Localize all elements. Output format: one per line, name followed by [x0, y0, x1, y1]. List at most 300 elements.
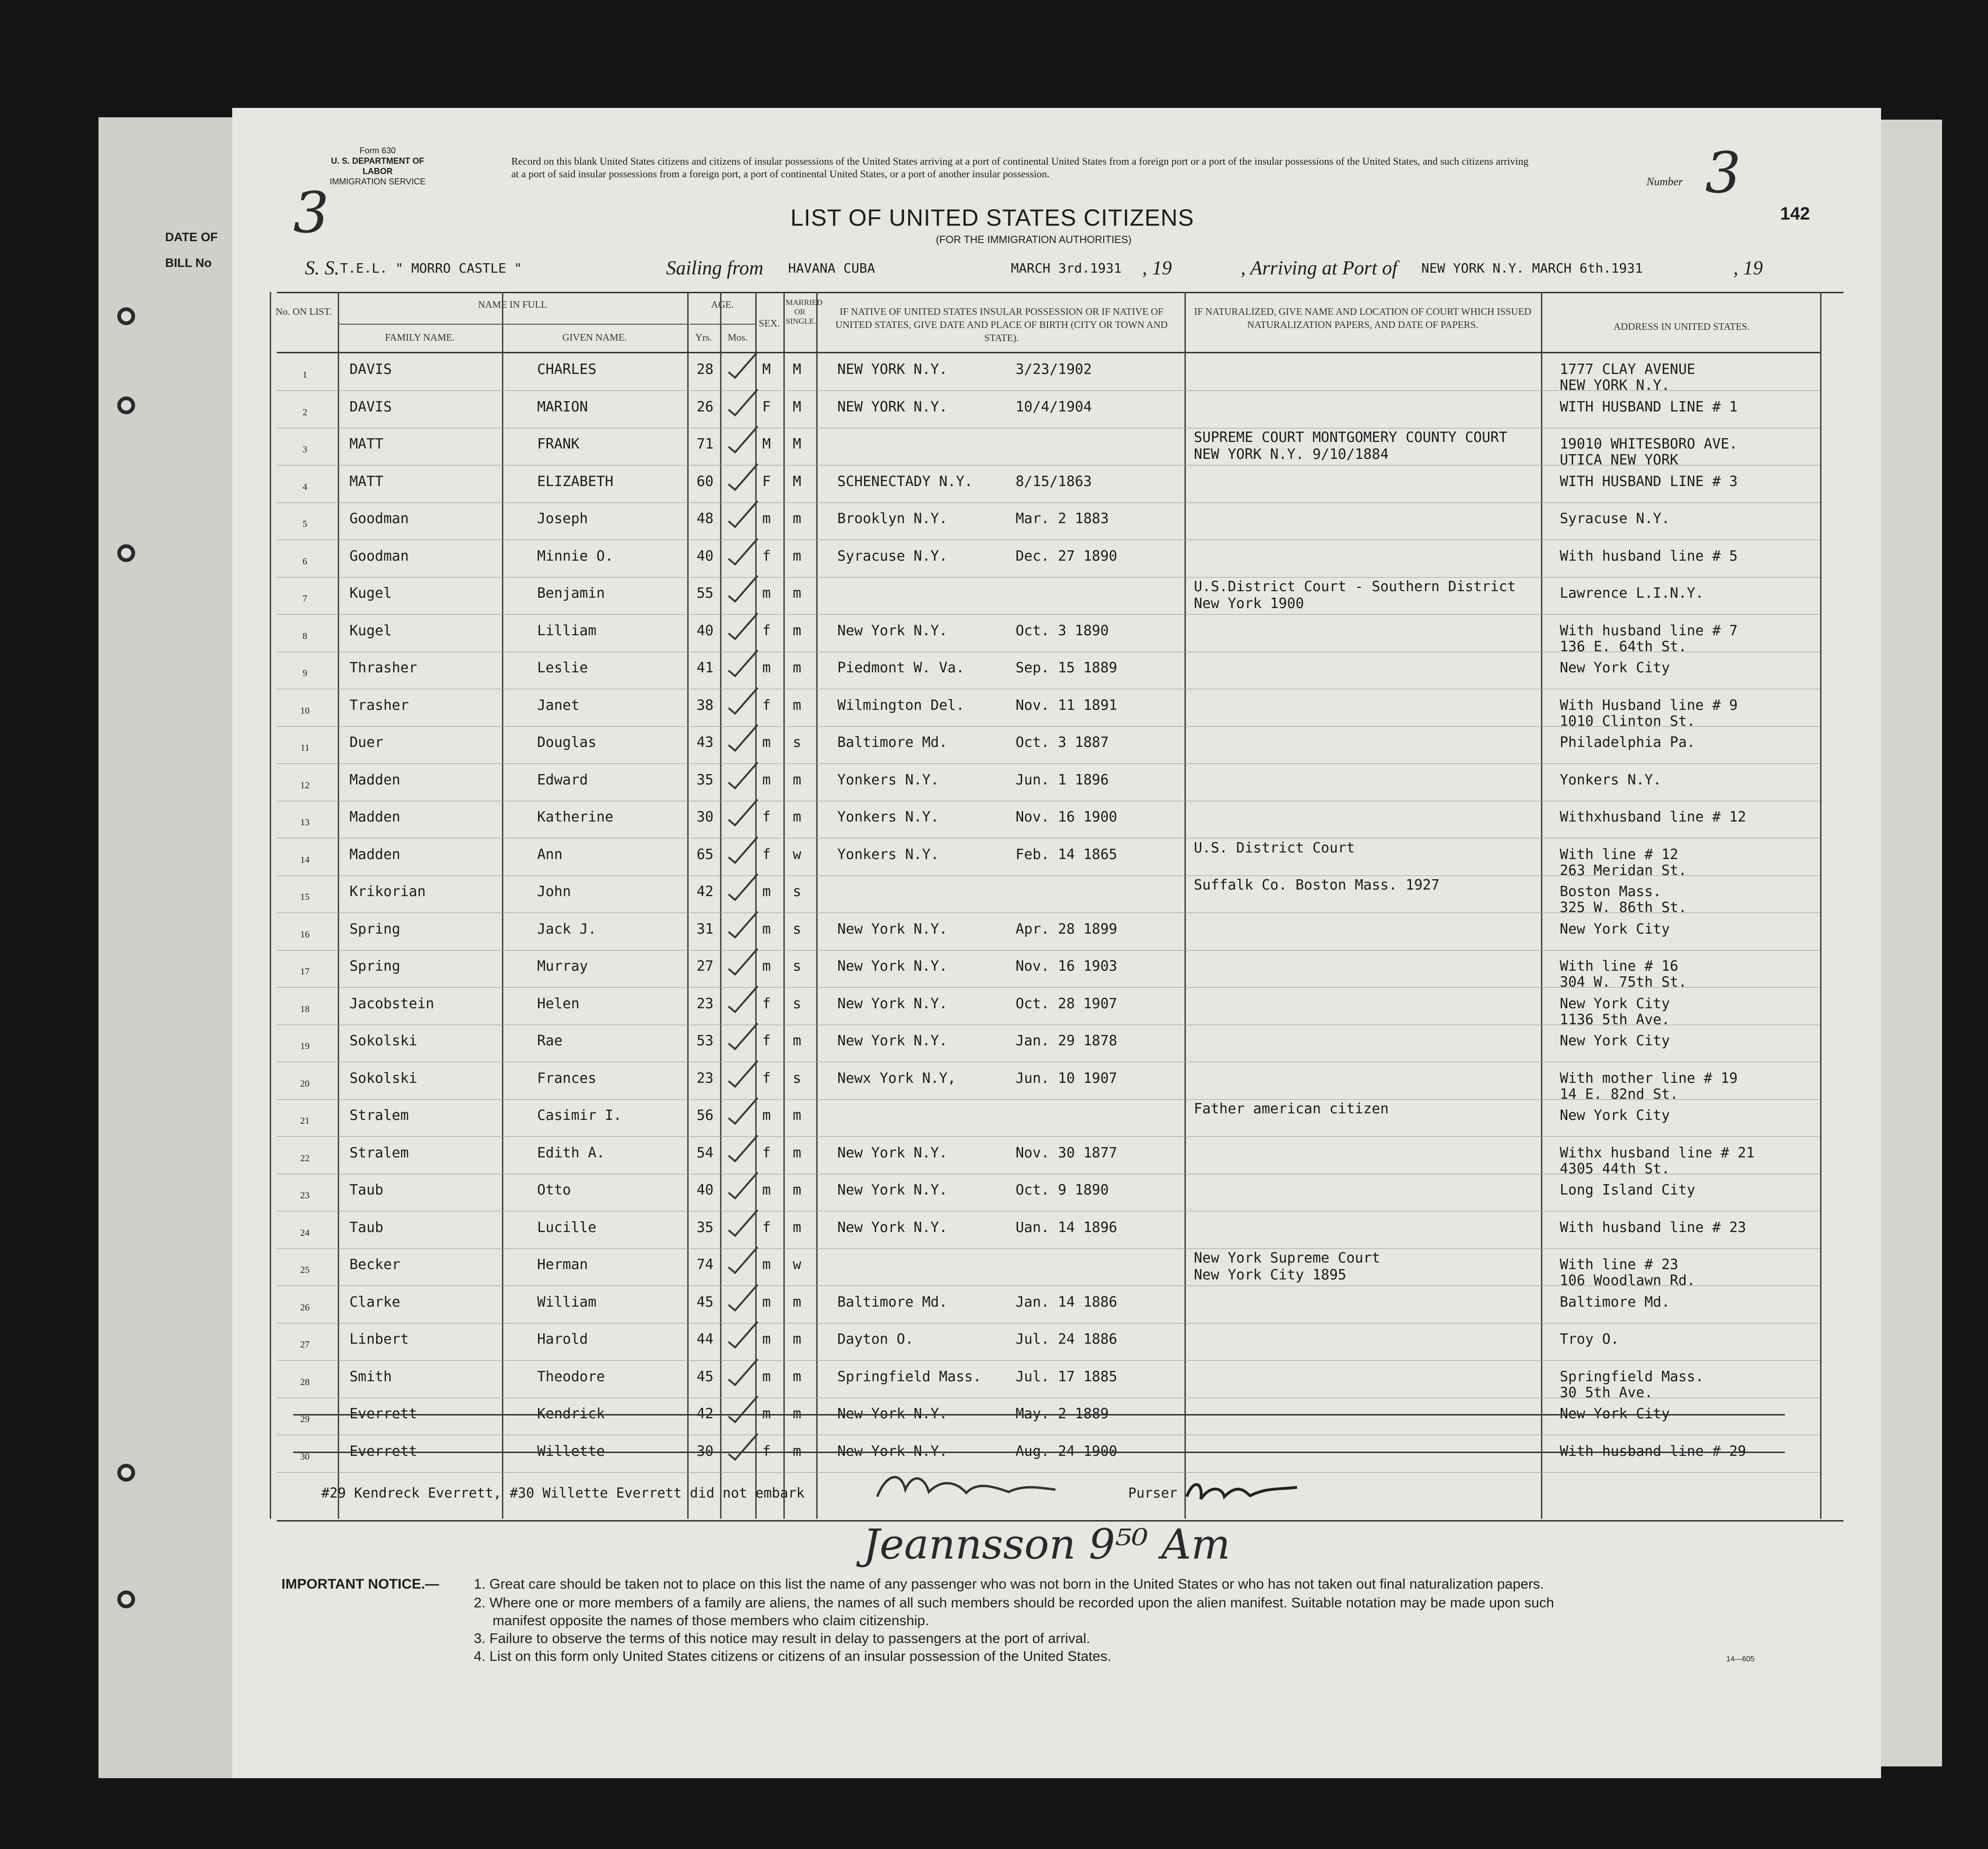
marital-status: m — [793, 1182, 802, 1198]
marital-status: M — [793, 436, 802, 452]
binder-hole-5 — [117, 1590, 135, 1608]
marital-status: s — [793, 921, 802, 937]
check-mark — [725, 1319, 762, 1352]
marital-status: m — [793, 510, 802, 527]
rule-h-name — [338, 324, 687, 325]
record-instructions: Record on this blank United States citizens and citizens of insular possessions of the United States arriving at a port of continental United States from a foreign port or a port of the insular possessions of the United States, and such citizens arriving at a port of said insular possessions from a foreign port, a port of continental United States, or a port of another insular possession. — [511, 155, 1529, 180]
given-name: William — [537, 1294, 597, 1310]
address: WITH HUSBAND LINE # 1 — [1560, 399, 1738, 415]
birth-date: Aug. 24 1900 — [1016, 1443, 1117, 1460]
birthplace: New York N.Y. — [837, 1219, 948, 1236]
naturalization-line2: New York 1900 — [1194, 595, 1304, 612]
family-name: Duer — [349, 734, 384, 751]
given-name: Lilliam — [537, 623, 597, 639]
birth-date: Nov. 30 1877 — [1016, 1145, 1117, 1161]
given-name: Herman — [537, 1256, 588, 1273]
family-name: Smith — [349, 1369, 392, 1385]
birth-date: Jul. 24 1886 — [1016, 1331, 1117, 1347]
sex: m — [762, 1369, 771, 1385]
check-mark — [725, 835, 762, 867]
row-number: 18 — [300, 1004, 310, 1014]
sex: m — [762, 883, 771, 900]
row-number: 16 — [300, 929, 310, 940]
footer-note: #29 Kendreck Everrett, #30 Willette Everrett did not embark — [321, 1485, 805, 1501]
birth-date: Jun. 10 1907 — [1016, 1070, 1117, 1087]
notice-item-1: 1. Great care should be taken not to place on this list the name of any passenger who was not born in the United States or who has not taken out final naturalization papers. — [474, 1576, 1544, 1592]
birth-date: May. 2 1889 — [1016, 1406, 1109, 1422]
family-name: Stralem — [349, 1145, 409, 1161]
birth-date: Oct. 3 1890 — [1016, 623, 1109, 639]
notice-item-4: 4. List on this form only United States citizens or citizens of an insular possession of the United States. — [474, 1649, 1112, 1664]
age-years: 38 — [697, 697, 714, 714]
check-mark — [725, 723, 762, 755]
address-line2: 136 E. 64th St. — [1560, 639, 1687, 655]
back-page-date-label: DATE OF — [165, 230, 218, 244]
address: Long Island City — [1560, 1182, 1695, 1198]
naturalization: Suffalk Co. Boston Mass. 1927 — [1194, 877, 1440, 893]
birthplace: New York N.Y. — [837, 623, 948, 639]
address: Syracuse N.Y. — [1560, 510, 1670, 527]
row-number: 12 — [300, 780, 310, 791]
check-mark — [725, 462, 762, 495]
form-number: Form 630 — [359, 146, 396, 155]
family-name: Sokolski — [349, 1070, 417, 1087]
naturalization-line2: New York City 1895 — [1194, 1267, 1347, 1283]
binder-hole-3 — [117, 544, 135, 562]
birthplace: New York N.Y. — [837, 1182, 948, 1198]
col-naturalized: IF NATURALIZED, GIVE NAME AND LOCATION OF COURT WHICH ISSUED NATURALIZATION PAPERS, AND DATE OF PAPERS. — [1194, 306, 1532, 330]
birth-date: Nov. 11 1891 — [1016, 697, 1117, 714]
address: Philadelphia Pa. — [1560, 734, 1695, 751]
birth-date: Nov. 16 1900 — [1016, 809, 1117, 825]
address: With husband line # 5 — [1560, 548, 1738, 564]
given-name: FRANK — [537, 436, 580, 452]
address: With Husband line # 9 — [1560, 697, 1738, 714]
address-line2: 4305 44th St. — [1560, 1161, 1670, 1177]
check-mark — [725, 797, 762, 830]
address: Lawrence L.I.N.Y. — [1560, 585, 1704, 601]
check-mark — [725, 1170, 762, 1203]
address: 19010 WHITESBORO AVE. — [1560, 436, 1738, 452]
marital-status: w — [793, 846, 802, 863]
check-mark — [725, 648, 762, 681]
birthplace: New York N.Y. — [837, 921, 948, 937]
initials-signature — [1180, 1473, 1302, 1506]
check-mark — [725, 1058, 762, 1091]
check-mark — [725, 909, 762, 942]
given-name: CHARLES — [537, 361, 597, 378]
age-years: 27 — [697, 958, 714, 974]
birth-date: Mar. 2 1883 — [1016, 510, 1109, 527]
given-name: Casimir I. — [537, 1107, 622, 1124]
birthplace: Yonkers N.Y. — [837, 772, 939, 788]
marital-status: M — [793, 361, 802, 378]
sex: m — [762, 660, 771, 676]
row-number: 23 — [300, 1190, 310, 1201]
family-name: Everrett — [349, 1443, 417, 1460]
row-rule — [277, 614, 1820, 615]
marital-status: m — [793, 548, 802, 564]
check-mark — [725, 1133, 762, 1166]
address: WITH HUSBAND LINE # 3 — [1560, 473, 1738, 490]
address: With line # 23 — [1560, 1256, 1678, 1273]
col-no: No. ON LIST. — [275, 306, 332, 317]
birthplace: Yonkers N.Y. — [837, 846, 939, 863]
address-line2: NEW YORK N.Y. — [1560, 377, 1670, 394]
age-years: 54 — [697, 1145, 714, 1161]
naturalization: Father american citizen — [1194, 1101, 1389, 1117]
birthplace: Dayton O. — [837, 1331, 914, 1347]
sex: m — [762, 1182, 771, 1198]
col-yrs: Yrs. — [695, 332, 712, 343]
family-name: Jacobstein — [349, 996, 434, 1012]
given-name: John — [537, 883, 571, 900]
birthplace: SCHENECTADY N.Y. — [837, 473, 973, 490]
row-number: 15 — [300, 892, 310, 902]
form-info — [328, 145, 427, 187]
col-family-name: FAMILY NAME. — [385, 332, 455, 343]
sex: f — [762, 1145, 771, 1161]
family-name: Madden — [349, 846, 401, 863]
age-years: 28 — [697, 361, 714, 378]
department: U. S. DEPARTMENT OF LABOR — [331, 156, 425, 176]
sex: F — [762, 399, 771, 415]
given-name: MARION — [537, 399, 588, 415]
sex: f — [762, 623, 771, 639]
family-name: DAVIS — [349, 361, 392, 378]
birth-date: Jun. 1 1896 — [1016, 772, 1109, 788]
marital-status: m — [793, 697, 802, 714]
given-name: Rae — [537, 1033, 563, 1049]
age-years: 35 — [697, 1219, 714, 1236]
check-mark — [725, 1208, 762, 1240]
strike-line — [293, 1414, 1785, 1415]
address-line2: 325 W. 86th St. — [1560, 899, 1687, 916]
address-line2: 14 E. 82nd St. — [1560, 1086, 1678, 1103]
sailing-from-label: Sailing from — [666, 258, 764, 279]
birth-date: Jan. 29 1878 — [1016, 1033, 1117, 1049]
marital-status: m — [793, 1331, 802, 1347]
sex: m — [762, 772, 771, 788]
age-years: 74 — [697, 1256, 714, 1273]
birthplace: Wilmington Del. — [837, 697, 964, 714]
birth-date: Oct. 3 1887 — [1016, 734, 1109, 751]
row-number: 3 — [303, 444, 307, 455]
marital-status: w — [793, 1256, 802, 1273]
rule-v0 — [270, 292, 271, 1519]
age-years: 45 — [697, 1294, 714, 1310]
notice-heading: IMPORTANT NOTICE.— — [281, 1576, 440, 1592]
sex: m — [762, 1256, 771, 1273]
rule-v10 — [1820, 292, 1821, 1519]
rule-v3 — [687, 292, 689, 1519]
row-rule — [277, 950, 1820, 951]
print-code: 14—605 — [1726, 1655, 1755, 1663]
birthplace: New York N.Y. — [837, 996, 948, 1012]
family-name: Taub — [349, 1182, 384, 1198]
check-mark — [725, 611, 762, 644]
given-name: Kendrick — [537, 1406, 605, 1422]
row-number: 22 — [300, 1153, 310, 1164]
check-mark — [725, 1245, 762, 1278]
row-number: 9 — [303, 668, 307, 678]
row-rule — [277, 1248, 1820, 1249]
row-rule — [277, 1360, 1820, 1361]
row-number: 26 — [300, 1302, 310, 1313]
birthplace: Yonkers N.Y. — [837, 809, 939, 825]
address: Boston Mass. — [1560, 883, 1662, 900]
check-mark — [725, 685, 762, 718]
rule-v8 — [1184, 292, 1186, 1519]
back-page-bill-label: BILL No — [165, 256, 212, 270]
naturalization-line2: NEW YORK N.Y. 9/10/1884 — [1194, 446, 1389, 463]
address-line2: 1136 5th Ave. — [1560, 1012, 1670, 1028]
arrival-year-suffix: , 19 — [1733, 258, 1763, 279]
birthplace: New York N.Y. — [837, 1145, 948, 1161]
address: With husband line # 23 — [1560, 1219, 1746, 1236]
birth-date: Dec. 27 1890 — [1016, 548, 1117, 564]
family-name: Taub — [349, 1219, 384, 1236]
sex: f — [762, 548, 771, 564]
birth-date: Jul. 17 1885 — [1016, 1369, 1117, 1385]
marital-status: m — [793, 1443, 802, 1460]
given-name: Lucille — [537, 1219, 597, 1236]
departure-date: MARCH 3rd.1931 — [1011, 260, 1122, 276]
given-name: Douglas — [537, 734, 597, 751]
row-number: 28 — [300, 1377, 310, 1387]
binder-hole-4 — [117, 1464, 135, 1482]
address: Baltimore Md. — [1560, 1294, 1670, 1310]
address: Withxhusband line # 12 — [1560, 809, 1746, 825]
marital-status: M — [793, 399, 802, 415]
check-mark — [725, 760, 762, 793]
birthplace: New York N.Y. — [837, 1443, 948, 1460]
notice-item-2b: manifest opposite the names of those members who claim citizenship. — [493, 1613, 929, 1628]
row-number: 7 — [303, 594, 307, 604]
age-years: 44 — [697, 1331, 714, 1347]
marital-status: s — [793, 734, 802, 751]
address: Springfield Mass. — [1560, 1369, 1704, 1385]
marital-status: s — [793, 958, 802, 974]
given-name: Frances — [537, 1070, 597, 1087]
given-name: Harold — [537, 1331, 588, 1347]
address: 1777 CLAY AVENUE — [1560, 361, 1695, 378]
given-name: Jack J. — [537, 921, 597, 937]
row-number: 24 — [300, 1228, 310, 1238]
birthplace: NEW YORK N.Y. — [837, 399, 948, 415]
row-rule — [277, 1136, 1820, 1137]
given-name: Edward — [537, 772, 588, 788]
birthplace: NEW YORK N.Y. — [837, 361, 948, 378]
binder-hole-2 — [117, 396, 135, 414]
service: IMMIGRATION SERVICE — [329, 177, 426, 186]
rule-h-age — [690, 324, 755, 325]
handwritten-inspector: Jeannsson 9⁵⁰ Am — [863, 1520, 1230, 1568]
marital-status: m — [793, 1107, 802, 1124]
check-mark — [725, 1021, 762, 1054]
sex: m — [762, 1331, 771, 1347]
check-mark — [725, 1431, 762, 1464]
age-years: 53 — [697, 1033, 714, 1049]
address: New York City — [1560, 1033, 1670, 1049]
birthplace: Baltimore Md. — [837, 1294, 948, 1310]
check-mark — [725, 984, 762, 1017]
age-years: 42 — [697, 1406, 714, 1422]
address-line2: 1010 Clinton St. — [1560, 713, 1695, 730]
address: Troy O. — [1560, 1331, 1619, 1347]
family-name: MATT — [349, 436, 384, 452]
family-name: Everrett — [349, 1406, 417, 1422]
marital-status: s — [793, 883, 802, 900]
check-mark — [725, 424, 762, 457]
address: With husband line # 7 — [1560, 623, 1738, 639]
rule-v9 — [1541, 292, 1542, 1519]
ss-label: S. S. — [305, 258, 340, 279]
age-years: 56 — [697, 1107, 714, 1124]
col-sex: SEX. — [759, 318, 780, 329]
age-years: 30 — [697, 1443, 714, 1460]
marital-status: m — [793, 660, 802, 676]
birthplace: Springfield Mass. — [837, 1369, 982, 1385]
birth-date: Oct. 9 1890 — [1016, 1182, 1109, 1198]
birth-date: Jan. 14 1886 — [1016, 1294, 1117, 1310]
notice-item-2: 2. Where one or more members of a family are aliens, the names of all such members should be recorded upon the alien manifest. Suitable notation may be made upon such — [474, 1595, 1554, 1611]
rule-v6 — [783, 292, 785, 1519]
family-name: Becker — [349, 1256, 401, 1273]
binder-hole-1 — [117, 307, 135, 325]
age-years: 65 — [697, 846, 714, 863]
sex: m — [762, 585, 771, 601]
birth-date: 8/15/1863 — [1016, 473, 1092, 490]
given-name: Joseph — [537, 510, 588, 527]
birth-date: Feb. 14 1865 — [1016, 846, 1117, 863]
rule-h-header — [277, 352, 1820, 353]
family-name: Madden — [349, 809, 401, 825]
address: New York City — [1560, 1107, 1670, 1124]
given-name: Minnie O. — [537, 548, 614, 564]
sex: f — [762, 846, 771, 863]
row-number: 17 — [300, 966, 310, 977]
departure-year-suffix: , 19 — [1142, 258, 1172, 279]
arriving-label: , Arriving at Port of — [1241, 258, 1398, 279]
address-line2: 304 W. 75th St. — [1560, 974, 1687, 990]
address: Withx husband line # 21 — [1560, 1145, 1755, 1161]
birth-date: Nov. 16 1903 — [1016, 958, 1117, 974]
birthplace: Newx York N.Y, — [837, 1070, 956, 1087]
birthplace: New York N.Y. — [837, 1033, 948, 1049]
strike-line — [293, 1452, 1785, 1453]
rule-v7 — [816, 292, 818, 1519]
age-years: 43 — [697, 734, 714, 751]
naturalization: U.S.District Court - Southern District — [1194, 578, 1516, 595]
check-mark — [725, 536, 762, 569]
age-years: 23 — [697, 1070, 714, 1087]
age-years: 31 — [697, 921, 714, 937]
family-name: Goodman — [349, 548, 409, 564]
given-name: Benjamin — [537, 585, 605, 601]
ship-name: T.E.L. " MORRO CASTLE " — [340, 260, 522, 276]
marital-status: m — [793, 1294, 802, 1310]
age-years: 40 — [697, 548, 714, 564]
birth-date: 10/4/1904 — [1016, 399, 1092, 415]
row-rule — [277, 577, 1820, 578]
age-years: 55 — [697, 585, 714, 601]
age-years: 41 — [697, 660, 714, 676]
family-name: Spring — [349, 958, 401, 974]
row-number: 4 — [303, 482, 307, 492]
birthplace: Baltimore Md. — [837, 734, 948, 751]
back-page-left — [99, 117, 239, 1778]
given-name: Janet — [537, 697, 580, 714]
sex: m — [762, 958, 771, 974]
family-name: Kugel — [349, 623, 392, 639]
sex: f — [762, 1033, 771, 1049]
birthplace: Syracuse N.Y. — [837, 548, 948, 564]
row-number: 21 — [300, 1116, 310, 1126]
address: New York City — [1560, 1406, 1670, 1422]
sex: m — [762, 734, 771, 751]
age-years: 23 — [697, 996, 714, 1012]
check-mark — [725, 1282, 762, 1315]
row-number: 2 — [303, 407, 307, 418]
address: New York City — [1560, 921, 1670, 937]
birthplace: Brooklyn N.Y. — [837, 510, 948, 527]
family-name: MATT — [349, 473, 384, 490]
naturalization: U.S. District Court — [1194, 840, 1355, 856]
family-name: Trasher — [349, 697, 409, 714]
col-birthplace: IF NATIVE OF UNITED STATES INSULAR POSSESSION OR IF NATIVE OF UNITED STATES, GIVE DATE AND PLACE OF BIRTH (CITY OR TOWN AND STATE). — [835, 306, 1168, 343]
rule-v4 — [720, 292, 721, 1519]
notice-item-3: 3. Failure to observe the terms of this notice may result in delay to passengers at the port of arrival. — [474, 1631, 1090, 1646]
marital-status: m — [793, 1369, 802, 1385]
given-name: Murray — [537, 958, 588, 974]
marital-status: s — [793, 996, 802, 1012]
check-mark — [725, 1394, 762, 1427]
row-number: 30 — [300, 1452, 310, 1462]
given-name: Willette — [537, 1443, 605, 1460]
given-name: Theodore — [537, 1369, 605, 1385]
check-mark — [725, 350, 762, 382]
row-number: 27 — [300, 1339, 310, 1350]
sex: m — [762, 921, 771, 937]
age-years: 71 — [697, 436, 714, 452]
row-number: 19 — [300, 1041, 310, 1051]
check-mark — [725, 872, 762, 905]
given-name: Ann — [537, 846, 563, 863]
age-years: 40 — [697, 623, 714, 639]
birth-date: 3/23/1902 — [1016, 361, 1092, 378]
row-number: 20 — [300, 1079, 310, 1089]
check-mark — [725, 387, 762, 420]
row-number: 11 — [300, 743, 310, 753]
address-line2: 30 5th Ave. — [1560, 1385, 1653, 1401]
sex: m — [762, 1294, 771, 1310]
purser-signature — [868, 1464, 1065, 1506]
address-line2: 263 Meridan St. — [1560, 862, 1687, 879]
birthplace: Piedmont W. Va. — [837, 660, 964, 676]
check-mark — [725, 499, 762, 532]
address-line2: UTICA NEW YORK — [1560, 452, 1678, 468]
address: New York City — [1560, 660, 1670, 676]
birth-date: Oct. 28 1907 — [1016, 996, 1117, 1012]
marital-status: m — [793, 585, 802, 601]
check-mark — [725, 1096, 762, 1128]
col-married: MARRIED OR SINGLE. — [786, 298, 823, 326]
birth-date: Uan. 14 1896 — [1016, 1219, 1117, 1236]
rule-v1 — [338, 292, 339, 1519]
check-mark — [725, 946, 762, 979]
birth-date: Apr. 28 1899 — [1016, 921, 1117, 937]
